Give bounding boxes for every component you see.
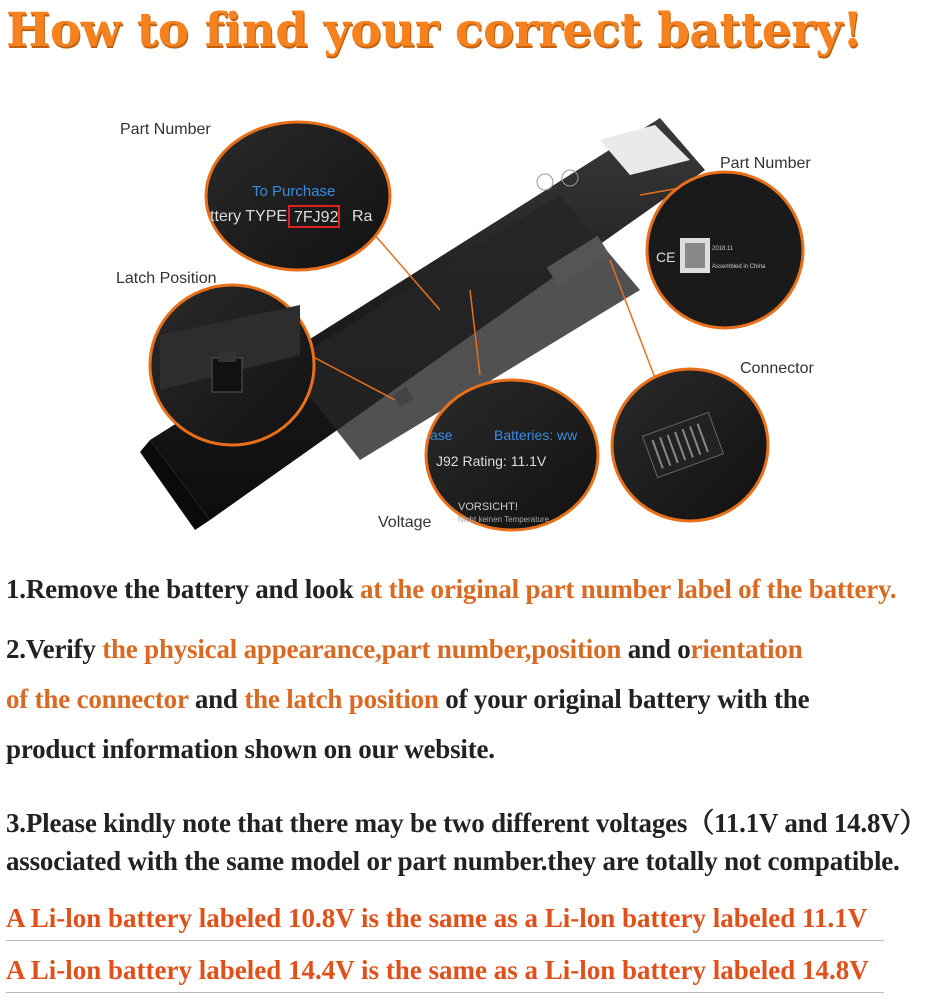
part-code-text: 7FJ92 xyxy=(294,209,339,226)
instruction-step-2-line-3: product information shown on our website. xyxy=(6,734,495,764)
zoom-part-number xyxy=(206,122,390,270)
zoom-voltage xyxy=(426,380,598,530)
page-title: How to find your correct battery! xyxy=(6,3,863,58)
zoom-label xyxy=(647,172,803,328)
ase-text: ase xyxy=(430,427,453,443)
callout-part-number-left: Part Number xyxy=(120,121,211,138)
instruction-step-1: 1.Remove the battery and look at the original part number label of the battery. xyxy=(6,574,897,604)
label-text-1: 2018.11 xyxy=(712,246,734,252)
note-voltage-10-8: A Li-lon battery labeled 10.8V is the same as a Li-lon battery labeled 11.1V xyxy=(6,903,868,933)
divider xyxy=(6,992,884,993)
vorsicht-text: VORSICHT! xyxy=(458,501,518,513)
divider xyxy=(6,940,884,941)
note-voltage-14-4: A Li-lon battery labeled 14.4V is the same as a Li-lon battery labeled 14.8V xyxy=(6,955,869,985)
callout-connector: Connector xyxy=(740,360,814,377)
ce-text: CE xyxy=(656,249,676,265)
type-text: ttery TYPE xyxy=(210,208,288,225)
instruction-step-3-line-1: 3.Please kindly note that there may be two different voltages（11.1V and 14.8V） xyxy=(6,808,927,838)
callout-latch-position: Latch Position xyxy=(116,270,217,287)
callout-voltage: Voltage xyxy=(378,514,432,531)
instruction-step-2-line-2: of the connector and the latch position of your original battery with the xyxy=(6,684,810,714)
label-text-2: Assembled in China xyxy=(712,264,766,270)
instruction-step-2-line-1: 2.Verify the physical appearance,part number,position and orientation xyxy=(6,634,803,664)
zoom-connector xyxy=(612,369,768,521)
ra-text: Ra xyxy=(352,208,373,225)
vorsicht-sub-text: Nicht keinen Temperature xyxy=(458,515,550,524)
zoom-latch xyxy=(150,285,314,445)
callout-part-number-right: Part Number xyxy=(720,155,811,172)
to-purchase-text: To Purchase xyxy=(252,183,336,200)
batteries-text: Batteries: ww xyxy=(494,427,578,443)
rating-text: J92 Rating: 11.1V xyxy=(436,453,547,469)
instruction-step-3-line-2: associated with the same model or part number.they are totally not compatible. xyxy=(6,846,900,876)
